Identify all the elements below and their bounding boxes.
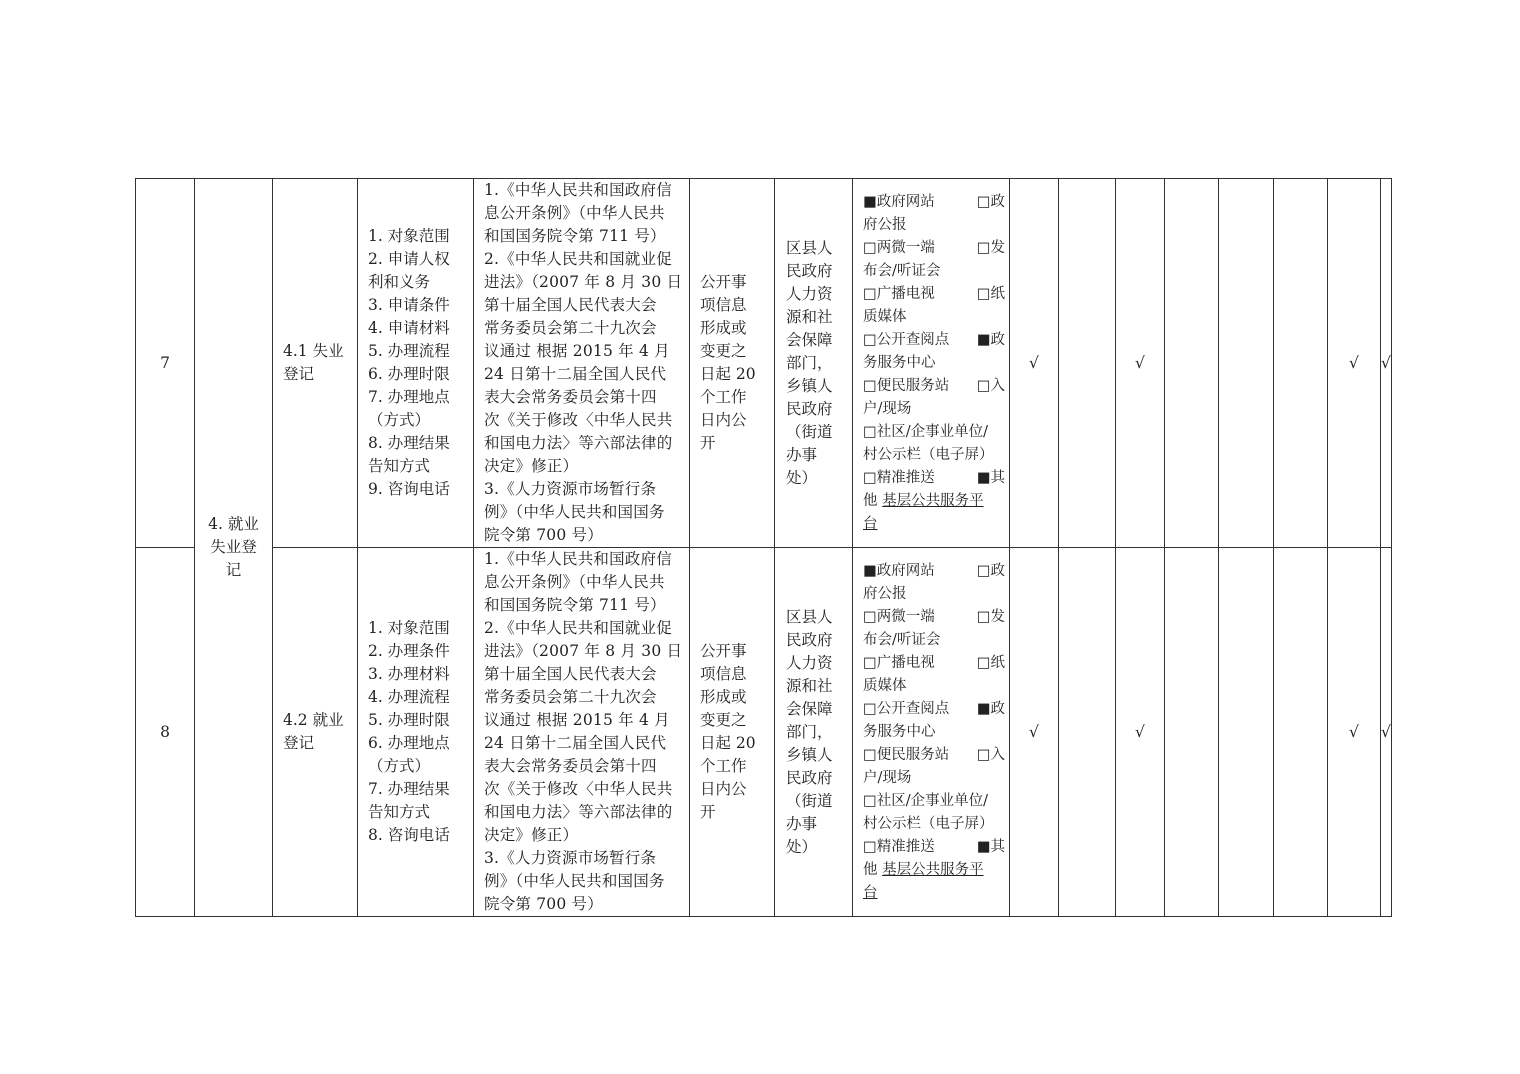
time-limit-cell [690,548,775,917]
time-limit-line: 日起 20 [700,734,756,752]
basis-line: 息公开条例》（中华人民共 [484,573,665,591]
channel-option: 质媒体 [863,677,907,694]
time-limit-line: 个工作 [700,388,747,406]
channel-option: ■政 [976,331,1005,348]
item-cell [273,179,358,548]
channel-line [863,352,1005,375]
check-cell [1219,548,1274,917]
basis-line: 1.《中华人民共和国政府信 [484,550,672,568]
time-limit-line: 变更之 [700,711,747,729]
item-cell [273,548,358,917]
channel-line [863,629,1005,652]
content-line: 5. 办理时限 [368,711,450,729]
subject-cell [775,548,853,917]
channel-option: □便民服务站 [863,377,950,394]
time-limit-line: 公开事 [700,273,747,291]
disclosure-table [135,178,1392,917]
channel-option: 府公报 [863,216,907,233]
channel-option: □社区/企事业单位/ [863,423,988,440]
time-limit-line: 日内公 [700,780,747,798]
channel-other-tail: 台 [863,515,878,532]
content-line: （方式） [368,757,431,775]
channel-option: ■政府网站 [863,562,935,579]
channel-line [863,191,1005,214]
content-cell [358,548,474,917]
subject-line: 乡镇人 [786,376,833,395]
check-cell [1274,548,1328,917]
subject-line: 源和社 [786,307,833,326]
basis-line: 例》（中华人民共和国国务 [484,872,665,890]
check-cell [1219,179,1274,548]
basis-line: 院令第 700 号） [484,526,603,544]
content-line: 4. 办理流程 [368,688,450,706]
channel-line [863,398,1005,421]
basis-line: 和国国务院令第 711 号） [484,227,666,245]
channel-option: □政 [976,562,1005,579]
content-line: 5. 办理流程 [368,342,450,360]
time-limit-line: 开 [700,434,716,452]
channel-line [863,283,1005,306]
subject-line: 办事 [786,445,818,464]
channel-option: 户/现场 [863,769,912,786]
channel-other-value: 基层公共服务平 [882,861,984,878]
channel-option: □精准推送 [863,469,935,486]
basis-line: 例》（中华人民共和国国务 [484,503,665,521]
channel-option: □精准推送 [863,838,935,855]
basis-line: 2.《中华人民共和国就业促 [484,250,672,268]
channel-option: 布会/听证会 [863,631,941,648]
subject-line: 人力资 [786,653,833,672]
check-cell [1165,179,1219,548]
content-line: 2. 办理条件 [368,642,450,660]
channel-option: □入 [976,377,1005,394]
channel-line [863,882,1005,905]
subject-line: 源和社 [786,676,833,695]
channel-option: 村公示栏（电子屏） [863,446,994,463]
subject-line: 区县人 [786,607,833,626]
content-line: 8. 办理结果 [368,434,450,452]
content-line: 利和义务 [368,273,431,291]
channel-option: ■其 [976,838,1005,855]
channel-line [863,237,1005,260]
basis-line: 息公开条例》（中华人民共 [484,204,665,222]
check-cell: √ [1010,548,1059,917]
basis-line: 和国电力法〉等六部法律的 [484,434,673,452]
content-line: 3. 申请条件 [368,296,450,314]
channel-option: □发 [976,239,1005,256]
channel-line [863,836,1005,859]
basis-line: 3.《人力资源市场暂行条 [484,480,657,498]
channel-option: 务服务中心 [863,723,936,740]
subject-line: 部门， [786,353,833,372]
channel-option: 户/现场 [863,400,912,417]
table-row [136,179,1392,548]
content-line: 1. 对象范围 [368,227,450,245]
basis-line: 1.《中华人民共和国政府信 [484,181,672,199]
time-limit-line: 公开事 [700,642,747,660]
channel-option: □广播电视 [863,654,935,671]
channel-option: □两微一端 [863,239,935,256]
check-cell: √ [1328,548,1381,917]
check-cell: √ [1010,179,1059,548]
time-limit-line: 项信息 [700,665,747,683]
channel-line [863,859,1005,882]
channel-option: □纸 [976,285,1005,302]
time-limit-line: 变更之 [700,342,747,360]
content-line: 6. 办理地点 [368,734,450,752]
row-number: 8 [136,548,195,917]
category-line: 失业登 [210,538,257,556]
subject-line: 会保障 [786,699,833,718]
channel-option: □纸 [976,654,1005,671]
basis-line: 常务委员会第二十九次会 [484,319,657,337]
basis-line: 和国电力法〉等六部法律的 [484,803,673,821]
channel-option: 府公报 [863,585,907,602]
channel-line [863,375,1005,398]
check-cell [1165,548,1219,917]
subject-line: 人力资 [786,284,833,303]
subject-line: 部门， [786,722,833,741]
check-cell: √ [1328,179,1381,548]
subject-line: 处） [786,468,818,487]
channels-cell [853,179,1010,548]
subject-line: 民政府 [786,630,833,649]
channel-line [863,721,1005,744]
channel-line [863,767,1005,790]
channel-line [863,698,1005,721]
channel-line [863,790,1005,813]
basis-line: 24 日第十二届全国人民代 [484,365,667,383]
channel-line [863,444,1005,467]
table-row [136,548,1392,917]
subject-line: 处） [786,837,818,856]
item-line: 4.2 就业 [283,711,344,729]
subject-cell [775,179,853,548]
check-cell [1059,179,1116,548]
channel-line [863,260,1005,283]
item-line: 4.1 失业 [283,342,344,360]
content-line: 1. 对象范围 [368,619,450,637]
time-limit-line: 形成或 [700,688,747,706]
basis-cell [474,179,690,548]
channel-other-tail: 台 [863,884,878,901]
channel-line [863,606,1005,629]
basis-line: 进法》（2007 年 8 月 30 日 [484,273,683,291]
basis-line: 院令第 700 号） [484,895,603,913]
basis-line: 议通过 根据 2015 年 4 月 [484,342,670,360]
time-limit-line: 日内公 [700,411,747,429]
channel-line [863,306,1005,329]
channel-line [863,467,1005,490]
content-line: 3. 办理材料 [368,665,450,683]
channel-other-prefix: 他 [863,861,878,878]
basis-line: 和国国务院令第 711 号） [484,596,666,614]
check-cell: √ [1381,548,1392,917]
channel-option: □发 [976,608,1005,625]
check-cell [1274,179,1328,548]
channel-line [863,744,1005,767]
item-line: 登记 [283,734,315,752]
content-line: 7. 办理地点 [368,388,450,406]
time-limit-cell [690,179,775,548]
content-line: 8. 咨询电话 [368,826,450,844]
category-cell [195,179,273,917]
basis-line: 表大会常务委员会第十四 [484,757,657,775]
item-line: 登记 [283,365,315,383]
basis-line: 表大会常务委员会第十四 [484,388,657,406]
basis-line: 第十届全国人民代表大会 [484,296,657,314]
channel-option: ■其 [976,469,1005,486]
subject-line: （街道 [786,791,833,810]
channel-option: 质媒体 [863,308,907,325]
channel-other-prefix: 他 [863,492,878,509]
channel-line [863,513,1005,536]
basis-line: 3.《人力资源市场暂行条 [484,849,657,867]
content-line: 2. 申请人权 [368,250,450,268]
channel-option: ■政 [976,700,1005,717]
channel-line [863,652,1005,675]
time-limit-line: 开 [700,803,716,821]
basis-line: 进法》（2007 年 8 月 30 日 [484,642,683,660]
basis-line: 第十届全国人民代表大会 [484,665,657,683]
content-line: （方式） [368,411,431,429]
basis-line: 24 日第十二届全国人民代 [484,734,667,752]
category-line: 4. 就业 [208,515,259,533]
subject-line: 会保障 [786,330,833,349]
check-cell: √ [1116,179,1165,548]
channel-option: 村公示栏（电子屏） [863,815,994,832]
check-cell: √ [1381,179,1392,548]
content-line: 告知方式 [368,457,431,475]
basis-line: 常务委员会第二十九次会 [484,688,657,706]
time-limit-line: 个工作 [700,757,747,775]
subject-line: 乡镇人 [786,745,833,764]
basis-line: 决定》修正） [484,457,579,475]
channel-line [863,560,1005,583]
channel-option: 务服务中心 [863,354,936,371]
basis-line: 2.《中华人民共和国就业促 [484,619,672,637]
basis-cell [474,548,690,917]
content-line: 4. 申请材料 [368,319,450,337]
time-limit-line: 项信息 [700,296,747,314]
channel-option: 布会/听证会 [863,262,941,279]
channel-line [863,329,1005,352]
category-line: 记 [225,561,242,579]
content-line: 9. 咨询电话 [368,480,450,498]
subject-line: 区县人 [786,238,833,257]
subject-line: 民政府 [786,399,833,418]
subject-line: 民政府 [786,261,833,280]
basis-line: 次《关于修改〈中华人民共 [484,411,673,429]
channel-line [863,214,1005,237]
check-cell [1059,548,1116,917]
time-limit-line: 日起 20 [700,365,756,383]
content-line: 7. 办理结果 [368,780,450,798]
subject-line: （街道 [786,422,833,441]
channel-option: □社区/企事业单位/ [863,792,988,809]
channel-option: □政 [976,193,1005,210]
basis-line: 议通过 根据 2015 年 4 月 [484,711,670,729]
channel-line [863,583,1005,606]
content-cell [358,179,474,548]
channel-line [863,421,1005,444]
channel-option: □广播电视 [863,285,935,302]
channel-line [863,675,1005,698]
channel-line [863,813,1005,836]
content-line: 告知方式 [368,803,431,821]
channel-option: □公开查阅点 [863,700,950,717]
check-cell: √ [1116,548,1165,917]
subject-line: 民政府 [786,768,833,787]
channel-option: □便民服务站 [863,746,950,763]
channel-line [863,490,1005,513]
basis-line: 次《关于修改〈中华人民共 [484,780,673,798]
channels-cell [853,548,1010,917]
time-limit-line: 形成或 [700,319,747,337]
channel-option: □入 [976,746,1005,763]
channel-option: □公开查阅点 [863,331,950,348]
basis-line: 决定》修正） [484,826,579,844]
channel-option: ■政府网站 [863,193,935,210]
channel-other-value: 基层公共服务平 [882,492,984,509]
channel-option: □两微一端 [863,608,935,625]
subject-line: 办事 [786,814,818,833]
content-line: 6. 办理时限 [368,365,450,383]
row-number: 7 [136,179,195,548]
